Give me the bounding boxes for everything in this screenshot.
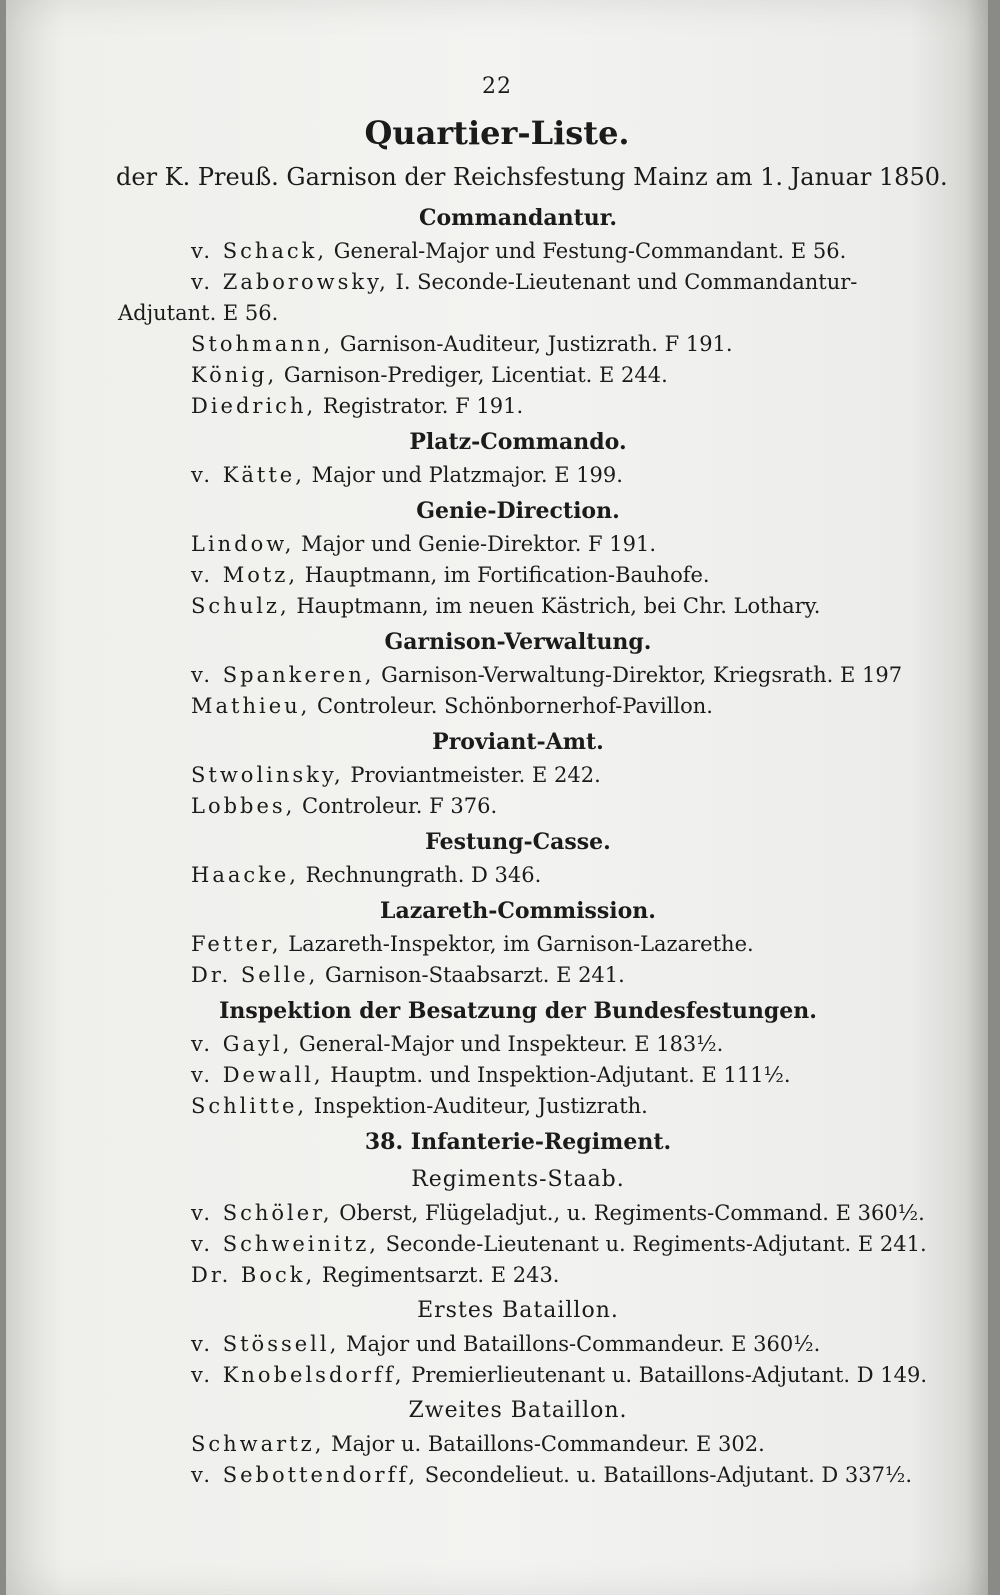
entry-name: Dr. Selle,	[191, 963, 319, 987]
list-entry	[118, 1060, 918, 1091]
entry-name: v. Knobelsdorff,	[191, 1363, 405, 1387]
list-entry	[118, 1329, 918, 1360]
entry-name: v. Schweinitz,	[191, 1232, 379, 1256]
entry-details: Proviantmeister. E 242.	[343, 763, 601, 787]
section-subheading-regiments-staab: Regiments-Staab.	[411, 1167, 625, 1192]
entry-name: Lobbes,	[191, 794, 296, 818]
entry-details: General-Major und Inspekteur. E 183½.	[292, 1032, 724, 1056]
list-entry	[118, 691, 918, 722]
entry-details: General-Major und Festung-Commandant. E 56.	[327, 239, 847, 263]
entry-name: König,	[191, 363, 278, 387]
entry-details: Hauptmann, im Fortification-Bauhofe.	[298, 563, 710, 587]
page-title: Quartier-Liste.	[364, 114, 630, 152]
list-entry	[118, 1229, 927, 1260]
entry-details: Garnison-Prediger, Licentiat. E 244.	[277, 363, 668, 387]
entry-name: Mathieu,	[191, 694, 311, 718]
entry-details: Garnison-Auditeur, Justizrath. F 191.	[333, 332, 733, 356]
section-heading-zweites-bataillon: Zweites Bataillon.	[408, 1398, 628, 1423]
entry-details: Hauptmann, im neuen Kästrich, bei Chr. Lothary.	[289, 594, 821, 618]
list-entry	[118, 591, 918, 622]
entry-name: v. Schack,	[191, 239, 328, 263]
page-subtitle: der K. Preuß. Garnison der Reichsfestung Mainz am 1. Januar 1850.	[116, 163, 948, 191]
entry-name: Diedrich,	[191, 394, 317, 418]
entry-name: Schlitte,	[191, 1094, 308, 1118]
entry-details: Regimentsarzt. E 243.	[315, 1263, 560, 1287]
list-entry	[118, 560, 918, 591]
list-entry	[118, 1360, 928, 1391]
entry-name: v. Gayl,	[191, 1032, 293, 1056]
list-entry	[118, 329, 918, 360]
section-heading-festung: Festung-Casse.	[425, 829, 611, 855]
section-heading-garnison: Garnison-Verwaltung.	[384, 629, 652, 655]
entry-name: v. Zaborowsky,	[191, 270, 389, 294]
list-entry	[118, 1429, 918, 1460]
list-entry	[118, 529, 918, 560]
section-heading-platz: Platz-Commando.	[409, 429, 627, 455]
entry-details: Garnison-Staabsarzt. E 241.	[318, 963, 625, 987]
list-entry	[118, 791, 918, 822]
entry-details: Major und Platzmajor. E 199.	[304, 463, 623, 487]
entry-details: Major u. Bataillons-Commandeur. E 302.	[324, 1432, 765, 1456]
entry-name: v. Sebottendorff,	[191, 1463, 419, 1487]
entry-details: Lazareth-Inspektor, im Garnison-Lazarethe.	[281, 932, 754, 956]
list-entry	[118, 1029, 918, 1060]
entry-details: Seconde-Lieutenant u. Regiments-Adjutant. E 241.	[378, 1232, 927, 1256]
entry-details: Rechnungrath. D 346.	[298, 863, 542, 887]
list-entry	[118, 1260, 918, 1291]
section-heading-regiment: 38. Infanterie-Regiment.	[364, 1129, 672, 1155]
entry-name: v. Kätte,	[191, 463, 305, 487]
section-heading-proviant: Proviant-Amt.	[432, 729, 604, 755]
list-entry	[118, 391, 918, 422]
list-entry	[118, 1091, 918, 1122]
section-heading-genie: Genie-Direction.	[416, 498, 620, 524]
entry-name: Fetter,	[191, 932, 282, 956]
entry-name: v. Stössell,	[191, 1332, 340, 1356]
entry-details: Garnison-Verwaltung-Direktor, Kriegsrath. E 197	[374, 663, 903, 687]
entry-details: Premierlieutenant u. Bataillons-Adjutant. D 149.	[404, 1363, 928, 1387]
entry-details: Major und Genie-Direktor. F 191.	[294, 532, 657, 556]
entry-name: v. Dewall,	[191, 1063, 324, 1087]
entry-details: Oberst, Flügeladjut., u. Regiments-Command. E 360½.	[332, 1201, 925, 1225]
section-heading-inspektion: Inspektion der Besatzung der Bundesfestungen.	[219, 998, 817, 1024]
list-entry	[118, 360, 918, 391]
entry-name: Dr. Bock,	[191, 1263, 316, 1287]
entry-name: Stohmann,	[191, 332, 334, 356]
list-entry	[118, 236, 918, 267]
section-heading-commandantur: Commandantur.	[418, 205, 617, 231]
list-entry	[118, 660, 918, 691]
list-entry	[118, 267, 918, 329]
entry-name: v. Schöler,	[191, 1201, 333, 1225]
entry-name: Schwartz,	[191, 1432, 325, 1456]
entry-name: Stwolinsky,	[191, 763, 344, 787]
list-entry	[118, 929, 918, 960]
entry-name: Haacke,	[191, 863, 299, 887]
list-entry	[118, 860, 918, 891]
entry-details: I. Seconde-Lieutenant und Commandantur-Adjutant. E 56.	[118, 270, 858, 325]
entry-details: Controleur. F 376.	[295, 794, 498, 818]
entry-name: v. Motz,	[191, 563, 299, 587]
list-entry	[118, 960, 918, 991]
entry-name: v. Spankeren,	[191, 663, 375, 687]
list-entry	[118, 760, 918, 791]
entry-details: Registrator. F 191.	[316, 394, 524, 418]
section-heading-lazareth: Lazareth-Commission.	[380, 898, 656, 924]
list-entry	[118, 1198, 925, 1229]
book-page	[6, 0, 988, 1595]
entry-details: Controleur. Schönbornerhof-Pavillon.	[310, 694, 713, 718]
entry-details: Hauptm. und Inspektion-Adjutant. E 111½.	[323, 1063, 791, 1087]
entry-details: Inspektion-Auditeur, Justizrath.	[307, 1094, 648, 1118]
entry-details: Secondelieut. u. Bataillons-Adjutant. D 337½.	[418, 1463, 913, 1487]
page-number: 22	[482, 74, 512, 99]
list-entry	[118, 460, 918, 491]
quarter-list	[118, 198, 928, 1491]
entry-details: Major und Bataillons-Commandeur. E 360½.	[339, 1332, 821, 1356]
section-heading-erstes-bataillon: Erstes Bataillon.	[417, 1298, 619, 1323]
entry-name: Lindow,	[191, 532, 295, 556]
list-entry	[118, 1460, 918, 1491]
entry-name: Schulz,	[191, 594, 290, 618]
